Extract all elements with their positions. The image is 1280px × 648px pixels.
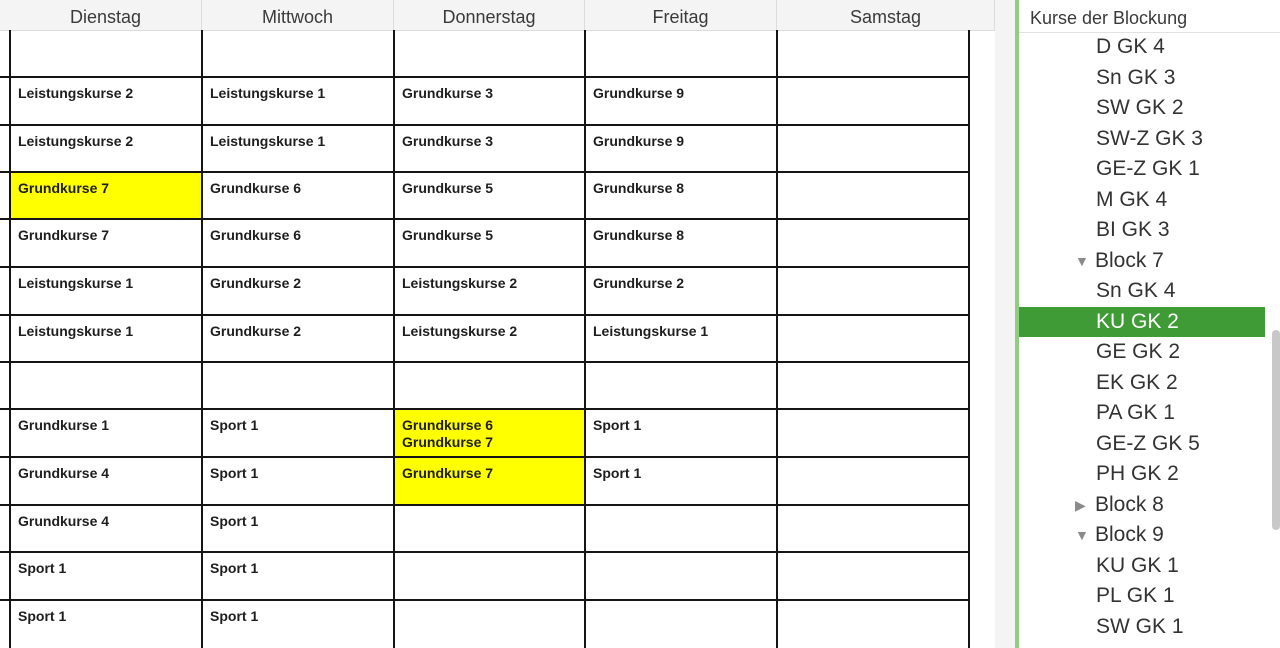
tree-item-label: GE-Z GK 5 (1096, 431, 1200, 455)
tree-course[interactable] (1019, 337, 1265, 367)
tree-block-block-9[interactable] (1019, 520, 1265, 550)
tree-item-label: D GK 4 (1096, 35, 1165, 58)
grid-line-horizontal (0, 361, 970, 363)
lesson-label: Leistungskurse 1 (18, 323, 134, 339)
grid-line-horizontal (0, 408, 970, 410)
lesson-label: Leistungskurse 1 (18, 275, 134, 291)
timetable-cell[interactable] (394, 219, 585, 267)
grid-line-vertical (968, 30, 970, 648)
timetable-cell[interactable] (394, 315, 585, 362)
timetable-cell[interactable] (585, 315, 777, 362)
timetable-cell[interactable] (394, 409, 585, 457)
timetable-cell[interactable] (777, 315, 969, 362)
tree-item-label: Block 8 (1095, 492, 1164, 516)
course-panel-scrollbar[interactable] (1272, 330, 1280, 530)
grid-line-horizontal (0, 504, 970, 506)
timetable-cell[interactable] (394, 457, 585, 505)
lesson-label: Grundkurse 6 (210, 180, 302, 196)
timetable-cell[interactable] (202, 362, 394, 409)
grid-line-horizontal (0, 171, 970, 173)
grid-line-horizontal (0, 124, 970, 126)
timetable-cell[interactable] (10, 172, 202, 219)
timetable-cell[interactable] (202, 315, 394, 362)
lesson-label: Leistungskurse 2 (18, 85, 134, 101)
lesson-label: Grundkurse 2 (210, 275, 302, 291)
lesson-label: Grundkurse 8 (593, 227, 685, 243)
timetable-cell[interactable] (10, 125, 202, 172)
grid-line-horizontal (0, 76, 970, 78)
timetable-cell[interactable] (777, 125, 969, 172)
grid-line-horizontal (0, 599, 970, 601)
lesson-label: Sport 1 (210, 608, 259, 624)
tree-course[interactable] (1019, 124, 1265, 154)
tree-course[interactable] (1019, 63, 1265, 93)
tree-item-label: SW-Z GK 3 (1096, 126, 1203, 150)
timetable-cell[interactable] (585, 505, 777, 552)
timetable-cell[interactable] (202, 409, 394, 457)
tree-course-selected[interactable] (1019, 307, 1265, 337)
timetable-cell[interactable] (10, 219, 202, 267)
tree-course[interactable] (1019, 93, 1265, 123)
grid-line-vertical (201, 30, 203, 648)
grid-line-vertical (776, 30, 778, 648)
timetable-cell[interactable] (10, 315, 202, 362)
grid-line-vertical (9, 30, 11, 648)
lesson-label: Grundkurse 5 (402, 180, 494, 196)
disclosure-expanded-icon[interactable]: ▼ (1075, 252, 1089, 269)
timetable-cell[interactable] (394, 172, 585, 219)
grid-line-horizontal (0, 266, 970, 268)
timetable-cell[interactable] (777, 409, 969, 457)
tree-item-label: SW GK 1 (1096, 614, 1184, 638)
timetable-cell[interactable] (394, 600, 585, 648)
tree-course[interactable] (1019, 429, 1265, 459)
lesson-label: Grundkurse 6 (210, 227, 302, 243)
timetable-cell[interactable] (10, 552, 202, 600)
timetable-cell[interactable] (10, 457, 202, 505)
grid-line-horizontal (0, 456, 970, 458)
lesson-label: Sport 1 (593, 417, 642, 433)
tree-course[interactable] (1019, 154, 1265, 184)
tree-item-label: Block 7 (1095, 248, 1164, 272)
timetable-cell[interactable] (777, 30, 969, 77)
lesson-label: Grundkurse 2 (593, 275, 685, 291)
timetable-cell[interactable] (202, 505, 394, 552)
lesson-label: Sport 1 (210, 513, 259, 529)
tree-course[interactable] (1019, 581, 1265, 611)
lesson-label: Grundkurse 3 (402, 85, 494, 101)
tree-item-label: KU GK 1 (1096, 553, 1179, 577)
tree-item-label: PA GK 1 (1096, 401, 1175, 424)
timetable-cell[interactable] (585, 125, 777, 172)
timetable-cell[interactable] (585, 362, 777, 409)
tree-course[interactable] (1019, 32, 1265, 62)
timetable-cell[interactable] (202, 125, 394, 172)
lesson-label: Leistungskurse 1 (210, 133, 326, 149)
timetable-cell[interactable] (10, 77, 202, 125)
lesson-label: Grundkurse 4 (18, 465, 110, 481)
tree-course[interactable] (1019, 276, 1265, 306)
timetable-cell[interactable] (394, 552, 585, 600)
lesson-label: Leistungskurse 2 (402, 323, 518, 339)
lesson-label: Sport 1 (593, 465, 642, 481)
timetable-cell[interactable] (585, 600, 777, 648)
timetable-cell[interactable] (777, 219, 969, 267)
day-header-dienstag: Dienstag (10, 0, 202, 30)
timetable-cell[interactable] (585, 457, 777, 505)
timetable-cell[interactable] (777, 172, 969, 219)
timetable-grid (0, 30, 970, 648)
tree-course[interactable] (1019, 368, 1265, 398)
timetable-cell[interactable] (202, 77, 394, 125)
tree-course[interactable] (1019, 612, 1265, 642)
lesson-label: Grundkurse 9 (593, 85, 685, 101)
lesson-label: Leistungskurse 2 (18, 133, 134, 149)
timetable-cell[interactable] (394, 30, 585, 77)
lesson-label: Sport 1 (210, 417, 259, 433)
timetable-cell[interactable] (10, 267, 202, 315)
timetable-cell[interactable] (394, 125, 585, 172)
timetable-cell[interactable] (777, 267, 969, 315)
timetable-cell[interactable] (585, 30, 777, 77)
lesson-label: Leistungskurse 2 (402, 275, 518, 291)
grid-line-vertical (393, 30, 395, 648)
day-header (0, 0, 995, 31)
timetable-cell[interactable] (777, 552, 969, 600)
timetable-cell[interactable] (202, 552, 394, 600)
timetable-cell[interactable] (777, 600, 969, 648)
lesson-label: Grundkurse 5 (402, 227, 494, 243)
tree-item-label: PL GK 1 (1096, 584, 1175, 607)
timetable-cell[interactable] (10, 600, 202, 648)
lesson-label: Grundkurse 8 (593, 180, 685, 196)
day-header-samstag: Samstag (777, 0, 995, 30)
tree-course[interactable] (1019, 459, 1265, 489)
day-header-donnerstag: Donnerstag (394, 0, 585, 30)
tree-item-label: PH GK 2 (1096, 462, 1179, 485)
timetable-cell[interactable] (585, 172, 777, 219)
lesson-label: Leistungskurse 1 (593, 323, 709, 339)
panel-divider (995, 0, 1015, 648)
tree-item-label: Sn GK 3 (1096, 65, 1176, 89)
day-header-freitag: Freitag (585, 0, 777, 30)
lesson-label: Sport 1 (210, 560, 259, 576)
tree-block-block-7[interactable] (1019, 246, 1265, 276)
day-header-mittwoch: Mittwoch (202, 0, 394, 30)
grid-line-horizontal (0, 314, 970, 316)
timetable-cell[interactable] (202, 267, 394, 315)
lesson-label: Grundkurse 7 (402, 434, 494, 450)
timetable-cell[interactable] (777, 77, 969, 125)
tree-course[interactable] (1019, 551, 1265, 581)
course-panel-title: Kurse der Blockung (1019, 0, 1280, 33)
grid-line-vertical (584, 30, 586, 648)
lesson-label: Grundkurse 7 (18, 227, 110, 243)
lesson-label: Sport 1 (18, 560, 67, 576)
tree-item-label: SW GK 2 (1096, 96, 1184, 119)
tree-course[interactable] (1019, 398, 1265, 428)
lesson-label: Leistungskurse 1 (210, 85, 326, 101)
timetable-cell[interactable] (10, 505, 202, 552)
tree-course[interactable] (1019, 215, 1265, 245)
lesson-label: Sport 1 (18, 608, 67, 624)
timetable-cell[interactable] (10, 30, 202, 77)
lesson-label: Grundkurse 9 (593, 133, 685, 149)
timetable-cell[interactable] (585, 267, 777, 315)
tree-block-block-8[interactable] (1019, 490, 1265, 520)
tree-item-label: Block 9 (1095, 523, 1164, 546)
timetable-cell[interactable] (202, 457, 394, 505)
timetable-cell[interactable] (394, 362, 585, 409)
timetable-cell[interactable] (394, 77, 585, 125)
timetable-cell[interactable] (10, 409, 202, 457)
timetable-cell[interactable] (585, 219, 777, 267)
lesson-label: Grundkurse 6 (402, 417, 494, 433)
timetable-cell[interactable] (202, 172, 394, 219)
grid-line-horizontal (0, 218, 970, 220)
timetable-cell[interactable] (202, 219, 394, 267)
tree-item-label: M GK 4 (1096, 187, 1168, 211)
timetable-cell[interactable] (202, 600, 394, 648)
timetable-cell[interactable] (777, 505, 969, 552)
lesson-label: Grundkurse 4 (18, 513, 110, 529)
tree-course[interactable] (1019, 185, 1265, 215)
timetable-cell[interactable] (585, 409, 777, 457)
tree-item-label: GE-Z GK 1 (1096, 157, 1200, 180)
lesson-label: Grundkurse 2 (210, 323, 302, 339)
timetable-cell[interactable] (777, 457, 969, 505)
course-panel (1015, 0, 1280, 648)
timetable-cell[interactable] (585, 552, 777, 600)
lesson-label: Sport 1 (210, 465, 259, 481)
lesson-label: Grundkurse 7 (402, 465, 494, 481)
grid-line-horizontal (0, 551, 970, 553)
tree-item-label: BI GK 3 (1096, 218, 1170, 241)
tree-item-label: Sn GK 4 (1096, 279, 1176, 302)
disclosure-expanded-icon[interactable]: ▼ (1075, 527, 1089, 543)
lesson-label: Grundkurse 3 (402, 133, 494, 149)
tree-item-label: GE GK 2 (1096, 340, 1181, 363)
timetable-cell[interactable] (394, 267, 585, 315)
tree-item-label: EK GK 2 (1096, 370, 1178, 394)
tree-item-label: KU GK 2 (1096, 309, 1179, 333)
lesson-label: Grundkurse 7 (18, 180, 110, 196)
lesson-label: Grundkurse 1 (18, 417, 110, 433)
timetable-cell[interactable] (10, 362, 202, 409)
disclosure-collapsed-icon[interactable]: ▶ (1075, 496, 1086, 513)
timetable-cell[interactable] (202, 30, 394, 77)
timetable-cell[interactable] (777, 362, 969, 409)
timetable-cell[interactable] (394, 505, 585, 552)
timetable-cell[interactable] (585, 77, 777, 125)
